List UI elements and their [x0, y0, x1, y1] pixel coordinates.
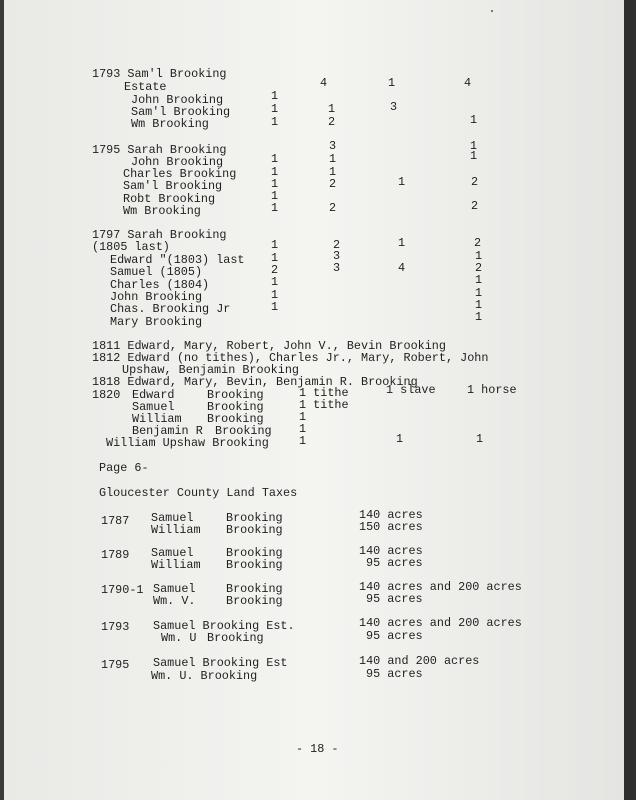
cell: 1: [271, 251, 279, 265]
cell: 1: [470, 139, 478, 153]
cell: 1: [271, 102, 279, 116]
cell: 3: [390, 100, 398, 114]
cell: 1: [396, 432, 404, 446]
cell: 2: [328, 115, 336, 129]
cell: 1: [271, 300, 279, 314]
last-name: Brooking: [207, 412, 264, 426]
acres: 95 acres: [366, 592, 423, 606]
row-name: (1805 last): [92, 240, 170, 254]
cell: 1 horse: [467, 383, 517, 397]
first-name: Wm. V.: [153, 594, 196, 608]
cell: 1: [271, 201, 279, 215]
cell: 2: [329, 201, 337, 215]
cell: 1: [388, 76, 396, 90]
cell: 3: [333, 249, 341, 263]
acres: 140 acres: [359, 544, 423, 558]
cell: 1 tithe: [299, 398, 349, 412]
row-name: John Brooking: [110, 290, 203, 304]
last-name: Brooking: [226, 523, 283, 537]
land-year: 1793: [101, 620, 130, 634]
cell: 1: [475, 298, 483, 312]
first-name: Samuel: [151, 511, 194, 525]
entry-1793-head: 1793 Sam'l Brooking: [92, 67, 227, 81]
row-name: Robt Brooking: [123, 192, 216, 206]
row-name: John Brooking: [131, 155, 224, 169]
cell: 1: [329, 152, 337, 166]
acres: 140 acres and 200 acres: [359, 616, 522, 630]
cell: 1: [271, 288, 279, 302]
cell: 2: [471, 175, 479, 189]
last-name: Brooking: [226, 582, 283, 596]
land-year: 1787: [101, 514, 130, 528]
first-name: William: [151, 558, 201, 572]
acres: 140 acres: [359, 508, 423, 522]
cell: 1: [299, 434, 307, 448]
entry-1797-head: 1797 Sarah Brooking: [92, 228, 227, 242]
cell: 4: [398, 261, 406, 275]
entry-1793-estate: Estate: [124, 80, 167, 94]
cell: 3: [333, 261, 341, 275]
row-name: Samuel (1805): [110, 265, 203, 279]
last-name: Brooking: [207, 400, 264, 414]
row-name: John Brooking: [131, 93, 224, 107]
cell: 4: [320, 76, 328, 90]
first-name: Benjamin R: [132, 424, 203, 438]
row-name: Wm Brooking: [123, 204, 201, 218]
cell: 1: [398, 175, 406, 189]
last-name: Brooking: [226, 594, 283, 608]
row-name: Mary Brooking: [110, 315, 203, 329]
scan-speck: [491, 10, 493, 12]
land-year: 1795: [101, 658, 130, 672]
year-1820: 1820: [92, 388, 121, 402]
cell: 1: [299, 410, 307, 424]
cell: 1: [271, 238, 279, 252]
note-1818: 1818 Edward, Mary, Bevin, Benjamin R. Brooking: [92, 375, 418, 389]
cell: 2: [329, 177, 337, 191]
first-name: Samuel: [153, 582, 196, 596]
row-name: Samuel Brooking Est.: [153, 619, 295, 633]
cell: 1: [299, 422, 307, 436]
cell: 1: [398, 236, 406, 250]
entry-1795-head: 1795 Sarah Brooking: [92, 143, 227, 157]
note-1812-cont: Upshaw, Benjamin Brooking: [122, 363, 299, 377]
cell: 1: [271, 89, 279, 103]
row-name: Charles Brooking: [123, 167, 237, 181]
last-name: Brooking: [226, 546, 283, 560]
cell: 1: [328, 102, 336, 116]
last-name: Brooking: [226, 511, 283, 525]
page-number: - 18 -: [296, 742, 339, 756]
first-name: Samuel: [132, 400, 175, 414]
note-1811: 1811 Edward, Mary, Robert, John V., Bevin Brooking: [92, 339, 446, 353]
cell: 2: [474, 236, 482, 250]
cell: 1: [475, 249, 483, 263]
cell: 1: [271, 165, 279, 179]
row-name: Wm. U. Brooking: [151, 669, 258, 683]
cell: 1: [329, 165, 337, 179]
cell: 1: [475, 286, 483, 300]
first-name: Wm. U: [161, 631, 197, 645]
scan-right-edge: [624, 0, 636, 800]
land-year: 1790-1: [101, 583, 144, 597]
row-name: Charles (1804): [110, 278, 210, 292]
land-tax-title: Gloucester County Land Taxes: [99, 486, 298, 500]
first-name: Edward: [132, 388, 175, 402]
acres: 150 acres: [359, 520, 423, 534]
acres: 95 acres: [366, 556, 423, 570]
cell: 1: [271, 189, 279, 203]
cell: 1: [271, 275, 279, 289]
cell: 2: [471, 199, 479, 213]
acres: 95 acres: [366, 667, 423, 681]
last-name: Brooking: [207, 631, 264, 645]
cell: 1 slave: [386, 383, 436, 397]
cell: 1: [476, 432, 484, 446]
cell: 1: [470, 113, 478, 127]
row-name: Chas. Brooking Jr: [110, 302, 231, 316]
cell: 1: [271, 115, 279, 129]
first-name: Samuel: [151, 546, 194, 560]
land-year: 1789: [101, 548, 130, 562]
cell: 2: [271, 263, 279, 277]
last-name: Brooking: [207, 388, 264, 402]
cell: 1 tithe: [299, 386, 349, 400]
row-name: William Upshaw Brooking: [106, 436, 269, 450]
row-name: Edward "(1803) last: [110, 253, 245, 267]
acres: 95 acres: [366, 629, 423, 643]
cell: 2: [333, 238, 341, 252]
cell: 1: [470, 149, 478, 163]
row-name: Sam'l Brooking: [131, 105, 231, 119]
cell: 4: [464, 76, 472, 90]
cell: 1: [475, 310, 483, 324]
first-name: William: [151, 523, 201, 537]
cell: 1: [271, 152, 279, 166]
last-name: Brooking: [226, 558, 283, 572]
cell: 1: [475, 273, 483, 287]
last-name: Brooking: [215, 424, 272, 438]
acres: 140 and 200 acres: [359, 654, 480, 668]
first-name: William: [132, 412, 182, 426]
note-1812: 1812 Edward (no tithes), Charles Jr., Mary, Robert, John: [92, 351, 489, 365]
row-name: Samuel Brooking Est: [153, 656, 288, 670]
row-name: Sam'l Brooking: [123, 179, 223, 193]
cell: 3: [329, 139, 337, 153]
cell: 1: [271, 177, 279, 191]
acres: 140 acres and 200 acres: [359, 580, 522, 594]
page-6-heading: Page 6-: [99, 461, 149, 475]
cell: 2: [475, 261, 483, 275]
row-name: Wm Brooking: [131, 117, 209, 131]
